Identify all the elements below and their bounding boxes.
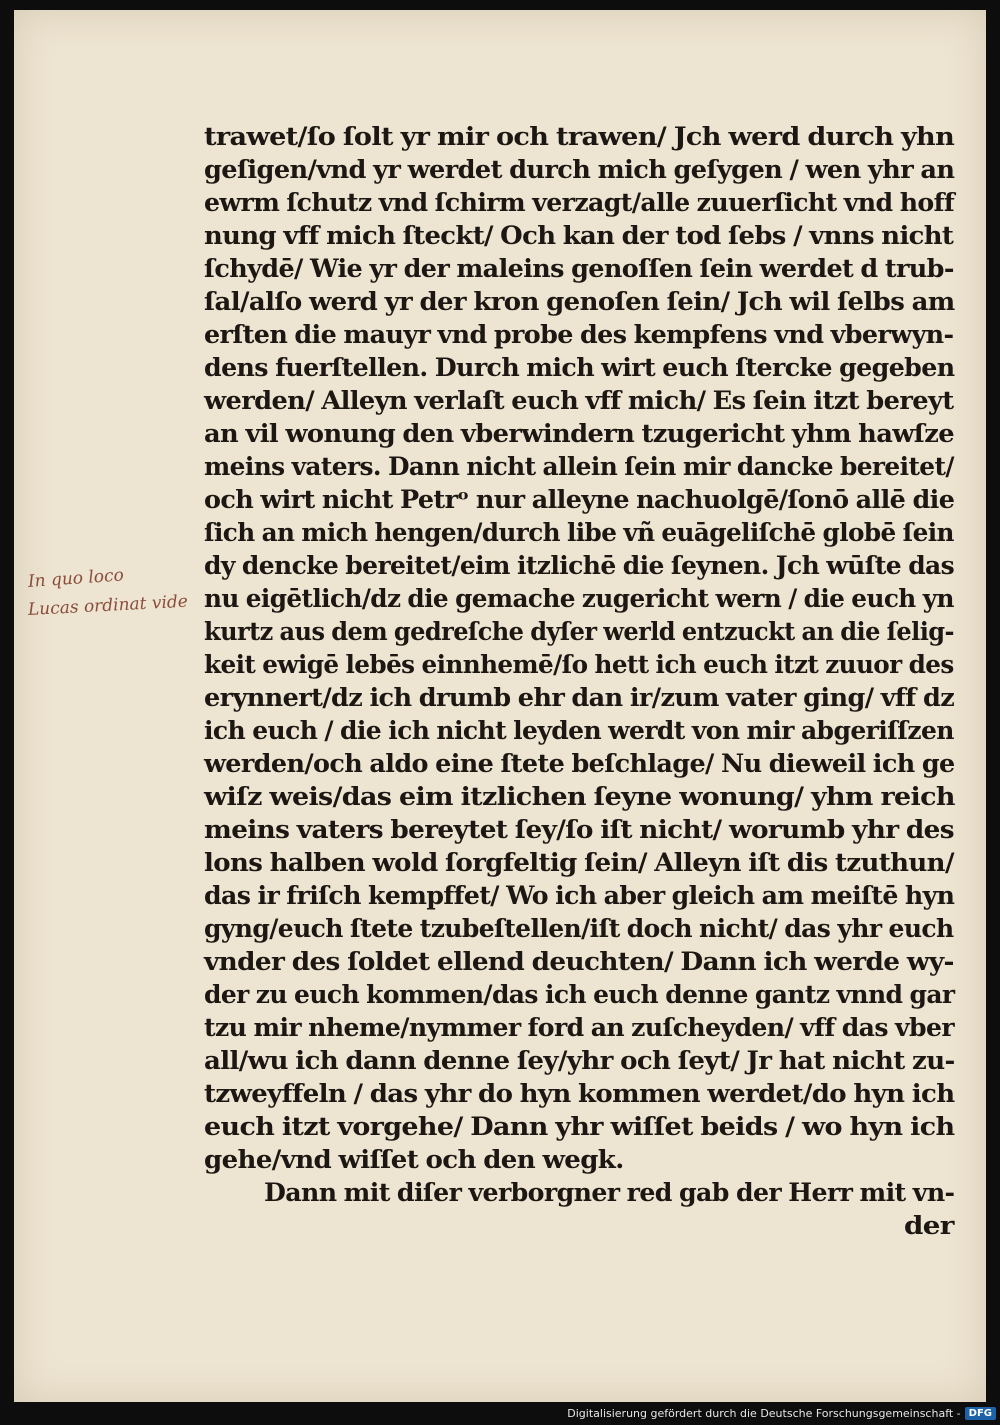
text-line: ſchydē/ Wie yr der maleins genoſſen ſein werdet d trub- [204, 254, 954, 283]
footer-credit-text: Digitalisierung gefördert durch die Deutsche Forschungsgemeinschaft - [567, 1406, 961, 1420]
text-line: ewrm ſchutz vnd ſchirm verzagt/alle zuuerſicht vnd hoff [204, 188, 955, 217]
margin-note-line: Lucas ordinat vide [27, 591, 189, 620]
text-line: erſten die mauyr vnd probe des kempfens vnd vberwyn- [204, 320, 954, 349]
margin-note-line: In quo loco [27, 565, 125, 592]
text-line: geſigen/vnd yr werdet durch mich geſygen / wen yhr an [204, 155, 955, 184]
text-line: meins vaters. Dann nicht allein ſein mir dancke bereitet/ [204, 452, 954, 481]
text-line: wiſz weis/das eim itzlichen ſeyne wonung/ yhm reich [204, 782, 955, 811]
text-line: der [904, 1211, 954, 1240]
footer-credit [567, 1403, 996, 1423]
text-line: keit ewigē lebēs einnhemē/ſo hett ich euch itzt zuuor des [204, 650, 954, 679]
text-line: tzu mir nheme/nymmer ford an zuſcheyden/ vff das vber [204, 1013, 955, 1042]
text-line: erynnert/dz ich drumb ehr dan ir/zum vater ging/ vff dz [204, 683, 955, 712]
text-line: ich euch / die ich nicht leyden werdt von mir abgeriſſzen [204, 716, 954, 745]
text-line: och wirt nicht Petrᵒ nur alleyne nachuolgē/ſonō allē die [204, 485, 955, 514]
text-line: trawet/ſo ſolt yr mir och trawen/ Jch werd durch yhn [204, 122, 955, 151]
dfg-logo-icon: DFG [965, 1407, 996, 1420]
text-line: das ir friſch kempffet/ Wo ich aber gleich am meiſtē hyn [204, 881, 955, 910]
text-line: meins vaters bereytet ſey/ſo iſt nicht/ worumb yhr des [204, 815, 954, 844]
text-line: Dann mit diſer verborgner red gab der Herr mit vn- [264, 1178, 955, 1207]
text-line: kurtz aus dem gedreſche dyſer werld entzuckt an die ſelig- [204, 617, 954, 646]
book-page [14, 10, 986, 1402]
text-line: der zu euch kommen/das ich euch denne gantz vnnd gar [204, 980, 955, 1009]
text-line: dy dencke bereitet/eim itzlichē die ſeynen. Jch wūſte das [204, 551, 955, 580]
text-line: gyng/euch ſtete tzubeſtellen/iſt doch nicht/ das yhr euch [204, 914, 954, 943]
text-line: werden/och aldo eine ſtete beſchlage/ Nu dieweil ich ge [204, 749, 955, 778]
text-line: dens fuerſtellen. Durch mich wirt euch ſtercke gegeben [204, 353, 955, 382]
text-line: vnder des ſoldet ellend deuchten/ Dann ich werde wy- [204, 947, 954, 976]
text-line: all/wu ich dann denne ſey/yhr och ſeyt/ Jr hat nicht zu- [204, 1046, 955, 1075]
text-line: werden/ Alleyn verlaſt euch vff mich/ Es ſein itzt bereyt [204, 386, 954, 415]
text-line: nu eigētlich/dz die gemache zugericht wern / die euch yn [204, 584, 954, 613]
text-line: ſal/alſo werd yr der kron genoſen ſein/ Jch wil ſelbs am [204, 287, 955, 316]
text-line: euch itzt vorgehe/ Dann yhr wiſſet beids / wo hyn ich [204, 1112, 955, 1141]
text-line: lons halben wold ſorgfeltig ſein/ Alleyn iſt dis tzuthun/ [204, 848, 954, 877]
marginal-annotation [28, 566, 198, 636]
text-line: an vil wonung den vberwindern tzugericht yhm hawſze [204, 419, 954, 448]
text-line: ſich an mich hengen/durch libe vñ euāgeliſchē globē ſein [204, 518, 954, 547]
text-line: gehe/vnd wiſſet och den wegk. [204, 1145, 624, 1174]
text-line: tzweyffeln / das yhr do hyn kommen werdet/do hyn ich [204, 1079, 955, 1108]
text-line: nung vff mich ſteckt/ Och kan der tod ſebs / vnns nicht [204, 221, 954, 250]
